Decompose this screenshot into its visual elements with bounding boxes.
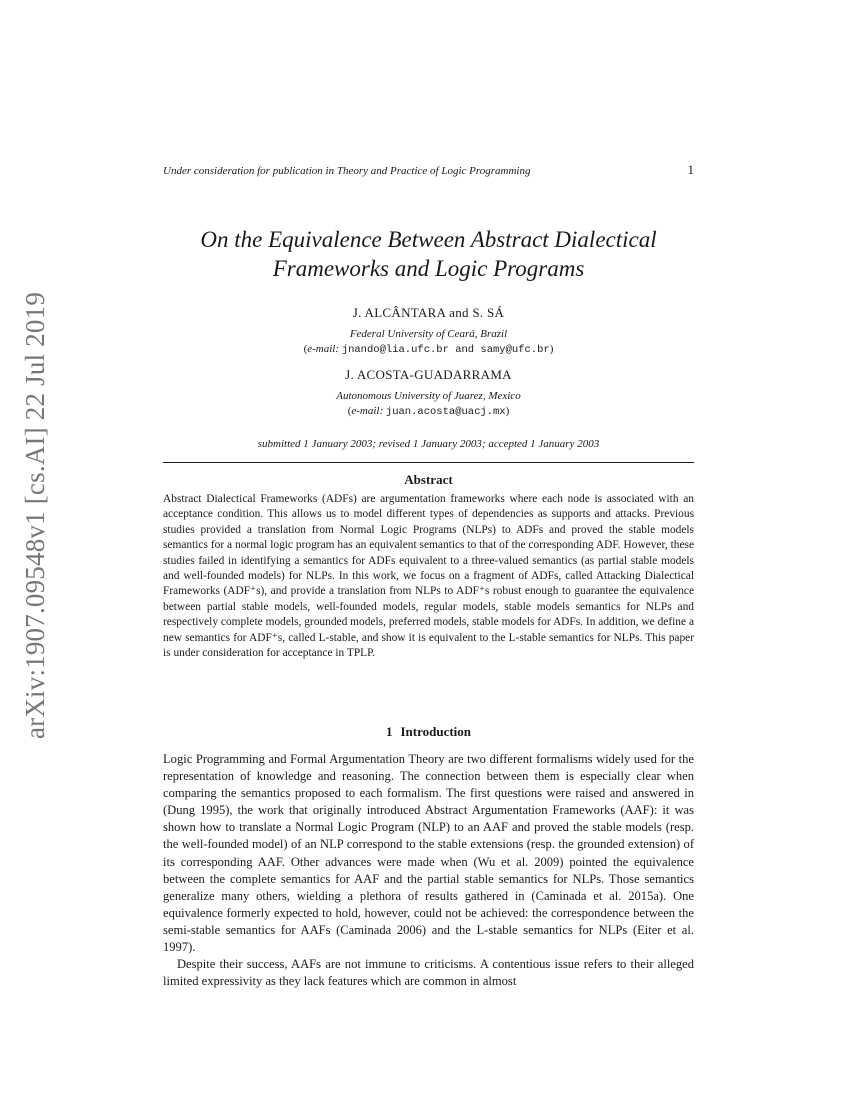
section-title: Introduction [400,724,472,739]
running-head [163,162,694,178]
affiliation-2: Autonomous University of Juarez, Mexico [336,390,521,402]
email-label-2: e-mail: [351,405,384,417]
email-addresses-1: jnando@lia.ufc.br and samy@ufc.br [341,344,550,356]
section-heading-introduction [163,724,694,740]
abstract-text: Abstract Dialectical Frameworks (ADFs) are argumentation frameworks where each node is associated with an acceptance condition. This allows us to model different types of dependencies as supports and attacks. Previous studies provided a translation from Normal Logic Programs (NLPs) to ADFs and proved the stable models semantics for a normal logic program has an equivalent semantics to that of the corresponding ADF. However, these studies failed in identifying a semantics for ADFs equivalent to a three-valued semantics (as partial stable models and well-founded models) for NLPs. In this work, we focus on a fragment of ADFs, called Attacking Dialectical Frameworks (ADF⁺s), and provide a translation from NLPs to ADF⁺s robust enough to guarantee the equivalence between partial stable models, well-founded models, regular models, stable models semantics for NLPs and respectively complete models, grounded models, preferred models, stable models for ADFs. In addition, we define a new semantics for ADF⁺s, called L-stable, and show it is equivalent to the L-stable semantics for NLPs. This paper is under consideration for acceptance in TPLP. [163,493,694,660]
email-label-1: e-mail: [307,343,340,355]
email-line-1: (e-mail: jnando@lia.ufc.br and samy@ufc.br) [303,343,554,356]
introduction-paragraph-2: Despite their success, AAFs are not immune to criticisms. A contentious issue refers to their alleged limited expressivity as they lack features which are common in almost [163,957,694,989]
title-line-2: Frameworks and Logic Programs [272,256,585,281]
title-line-1: On the Equivalence Between Abstract Dialectical [200,227,657,252]
affiliation-1: Federal University of Ceará, Brazil [349,328,508,340]
page-number: 1 [687,162,694,177]
email-addresses-2: juan.acosta@uacj.mx [385,406,506,418]
arxiv-identifier: arXiv:1907.09548v1 [cs.AI] 22 Jul 2019 [20,291,51,739]
section-number: 1 [385,724,393,739]
abstract-divider [163,462,694,463]
paper-title [163,225,694,283]
running-head-text: Under consideration for publication in Theory and Practice of Logic Programming [163,165,531,177]
introduction-body [163,751,694,990]
author-names-1: J. ALCÂNTARA and S. SÁ [352,305,505,320]
introduction-paragraph-1: Logic Programming and Formal Argumentation Theory are two different formalisms widely used for the representation of knowledge and reasoning. The connection between them is especially clear when comparing the semantics proposed to each formalism. The first questions were raised and answered in (Dung 1995), the work that originally introduced Abstract Argumentation Frameworks (AAF): it was shown how to translate a Normal Logic Program (NLP) to an AAF and proved the stable models (resp. the well-founded model) of an NLP correspond to the stable extensions (resp. the grounded extension) of its corresponding AAF. Other advances were made when (Wu et al. 2009) pointed the equivalence between the complete semantics for AAF and the partial stable semantics for NLPs. Those semantics generalize many others, wielding a plethora of results gathered in (Caminada et al. 2015a). One equivalence formerly expected to hold, however, could not be achieved: the correspondence between the semi-stable semantics for AAFs (Caminada 2006) and the L-stable semantics for NLPs (Eiter et al. 1997). [163,752,694,955]
arxiv-side-stamp [16,285,56,745]
submission-dates: submitted 1 January 2003; revised 1 January 2003; accepted 1 January 2003 [257,438,600,450]
email-line-2: (e-mail: juan.acosta@uacj.mx) [347,405,510,418]
author-names-2: J. ACOSTA-GUADARRAMA [345,367,512,382]
abstract-heading: Abstract [404,472,453,487]
title-block [163,225,694,450]
